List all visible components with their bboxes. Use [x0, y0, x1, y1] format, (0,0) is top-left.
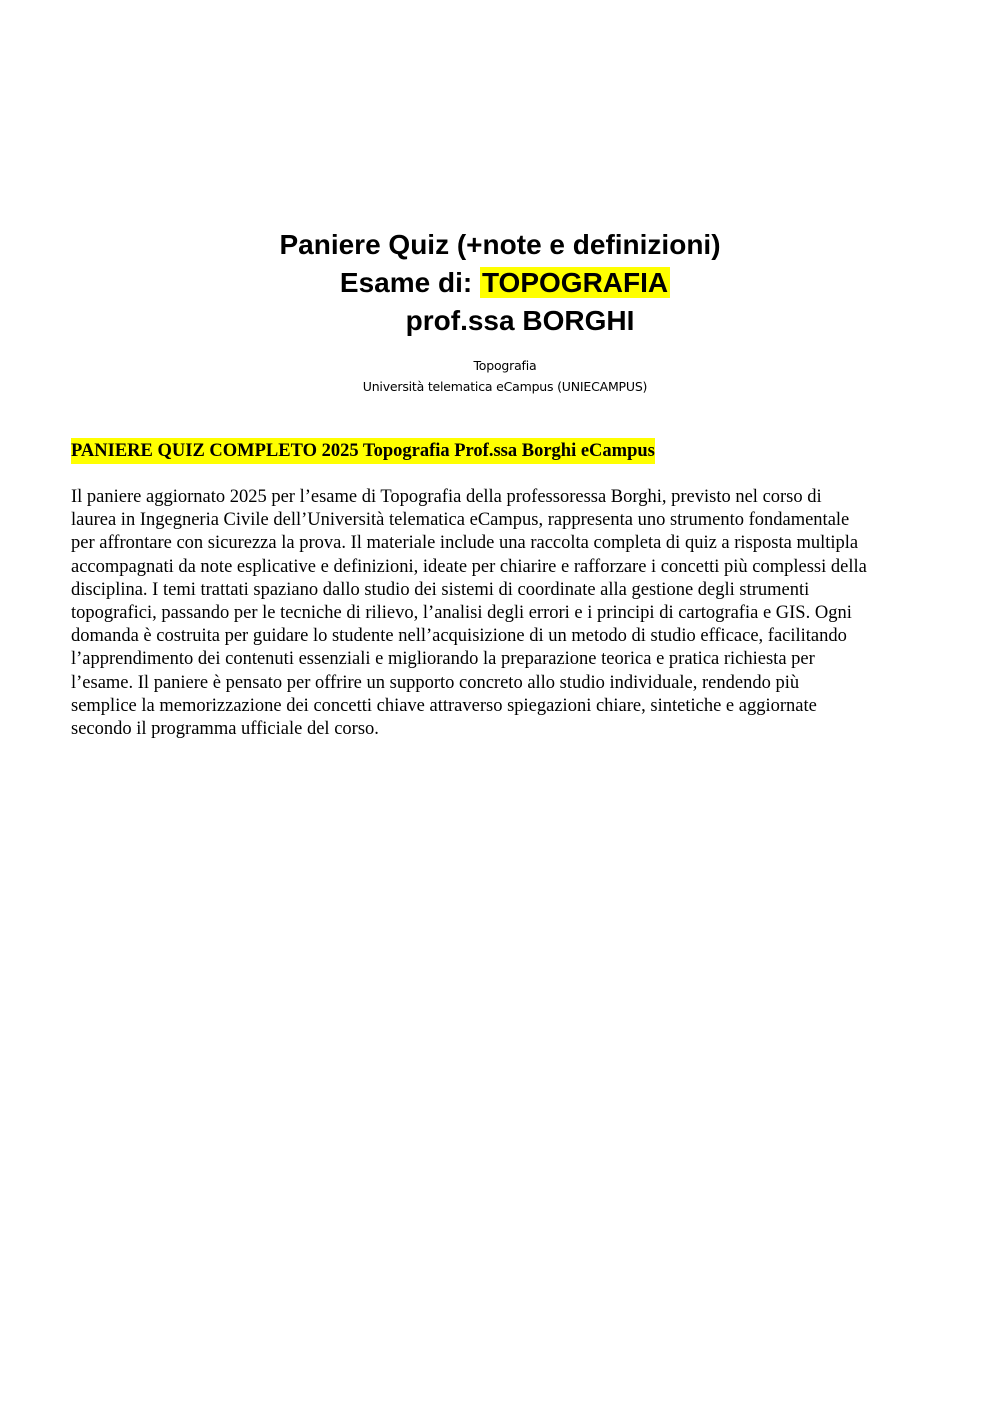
course-name: Topografia	[473, 358, 537, 373]
document-title	[0, 226, 1000, 340]
paragraph-line: semplice la memorizzazione dei concetti chiave attraverso spiegazioni chiare, sintetiche e aggiornate	[71, 695, 817, 716]
paragraph-line: Il paniere aggiornato 2025 per l’esame di Topografia della professoressa Borghi, previsto nel corso di	[71, 487, 822, 507]
paragraph-line: topografici, passando per le tecniche di rilievo, l’analisi degli errori e i principi di cartografia e GIS. Ogni	[71, 603, 852, 624]
title-line-1: Paniere Quiz (+note e definizioni)	[279, 229, 721, 260]
paragraph-line: l’esame. Il paniere è pensato per offrire un supporto concreto allo studio individuale, rendendo più	[71, 672, 800, 693]
paragraph-line: l’apprendimento dei contenuti essenziali e migliorando la preparazione teorica e pratica richiesta per	[71, 649, 815, 670]
paragraph-line: accompagnati da note esplicative e definizioni, ideate per chiarire e rafforzare i concetti più complessi della	[71, 556, 867, 577]
paragraph-line: domanda è costruita per guidare lo studente nell’acquisizione di un metodo di studio efficace, facilitando	[71, 626, 847, 647]
paragraph-line: per affrontare con sicurezza la prova. Il materiale include una raccolta completa di quiz a risposta multipla	[71, 533, 859, 554]
paragraph-line: laurea in Ingegneria Civile dell’Università telematica eCampus, rappresenta uno strumento fondamentale	[71, 510, 850, 531]
exam-subject-highlight: TOPOGRAFIA	[481, 267, 669, 298]
section-heading: PANIERE QUIZ COMPLETO 2025 Topografia Prof.ssa Borghi eCampus	[71, 438, 655, 464]
professor-name: prof.ssa BORGHI	[405, 305, 635, 336]
document-meta	[0, 355, 1000, 397]
paragraph-line: disciplina. I temi trattati spaziano dallo studio dei sistemi di coordinate alla gestione degli strumenti	[71, 579, 810, 600]
university-name: Università telematica eCampus (UNIECAMPUS)	[362, 379, 648, 394]
exam-label: Esame di:	[339, 267, 480, 298]
description-paragraph	[71, 486, 943, 741]
title-line-2	[10, 264, 1000, 302]
paragraph-line: secondo il programma ufficiale del corso.	[71, 719, 379, 740]
